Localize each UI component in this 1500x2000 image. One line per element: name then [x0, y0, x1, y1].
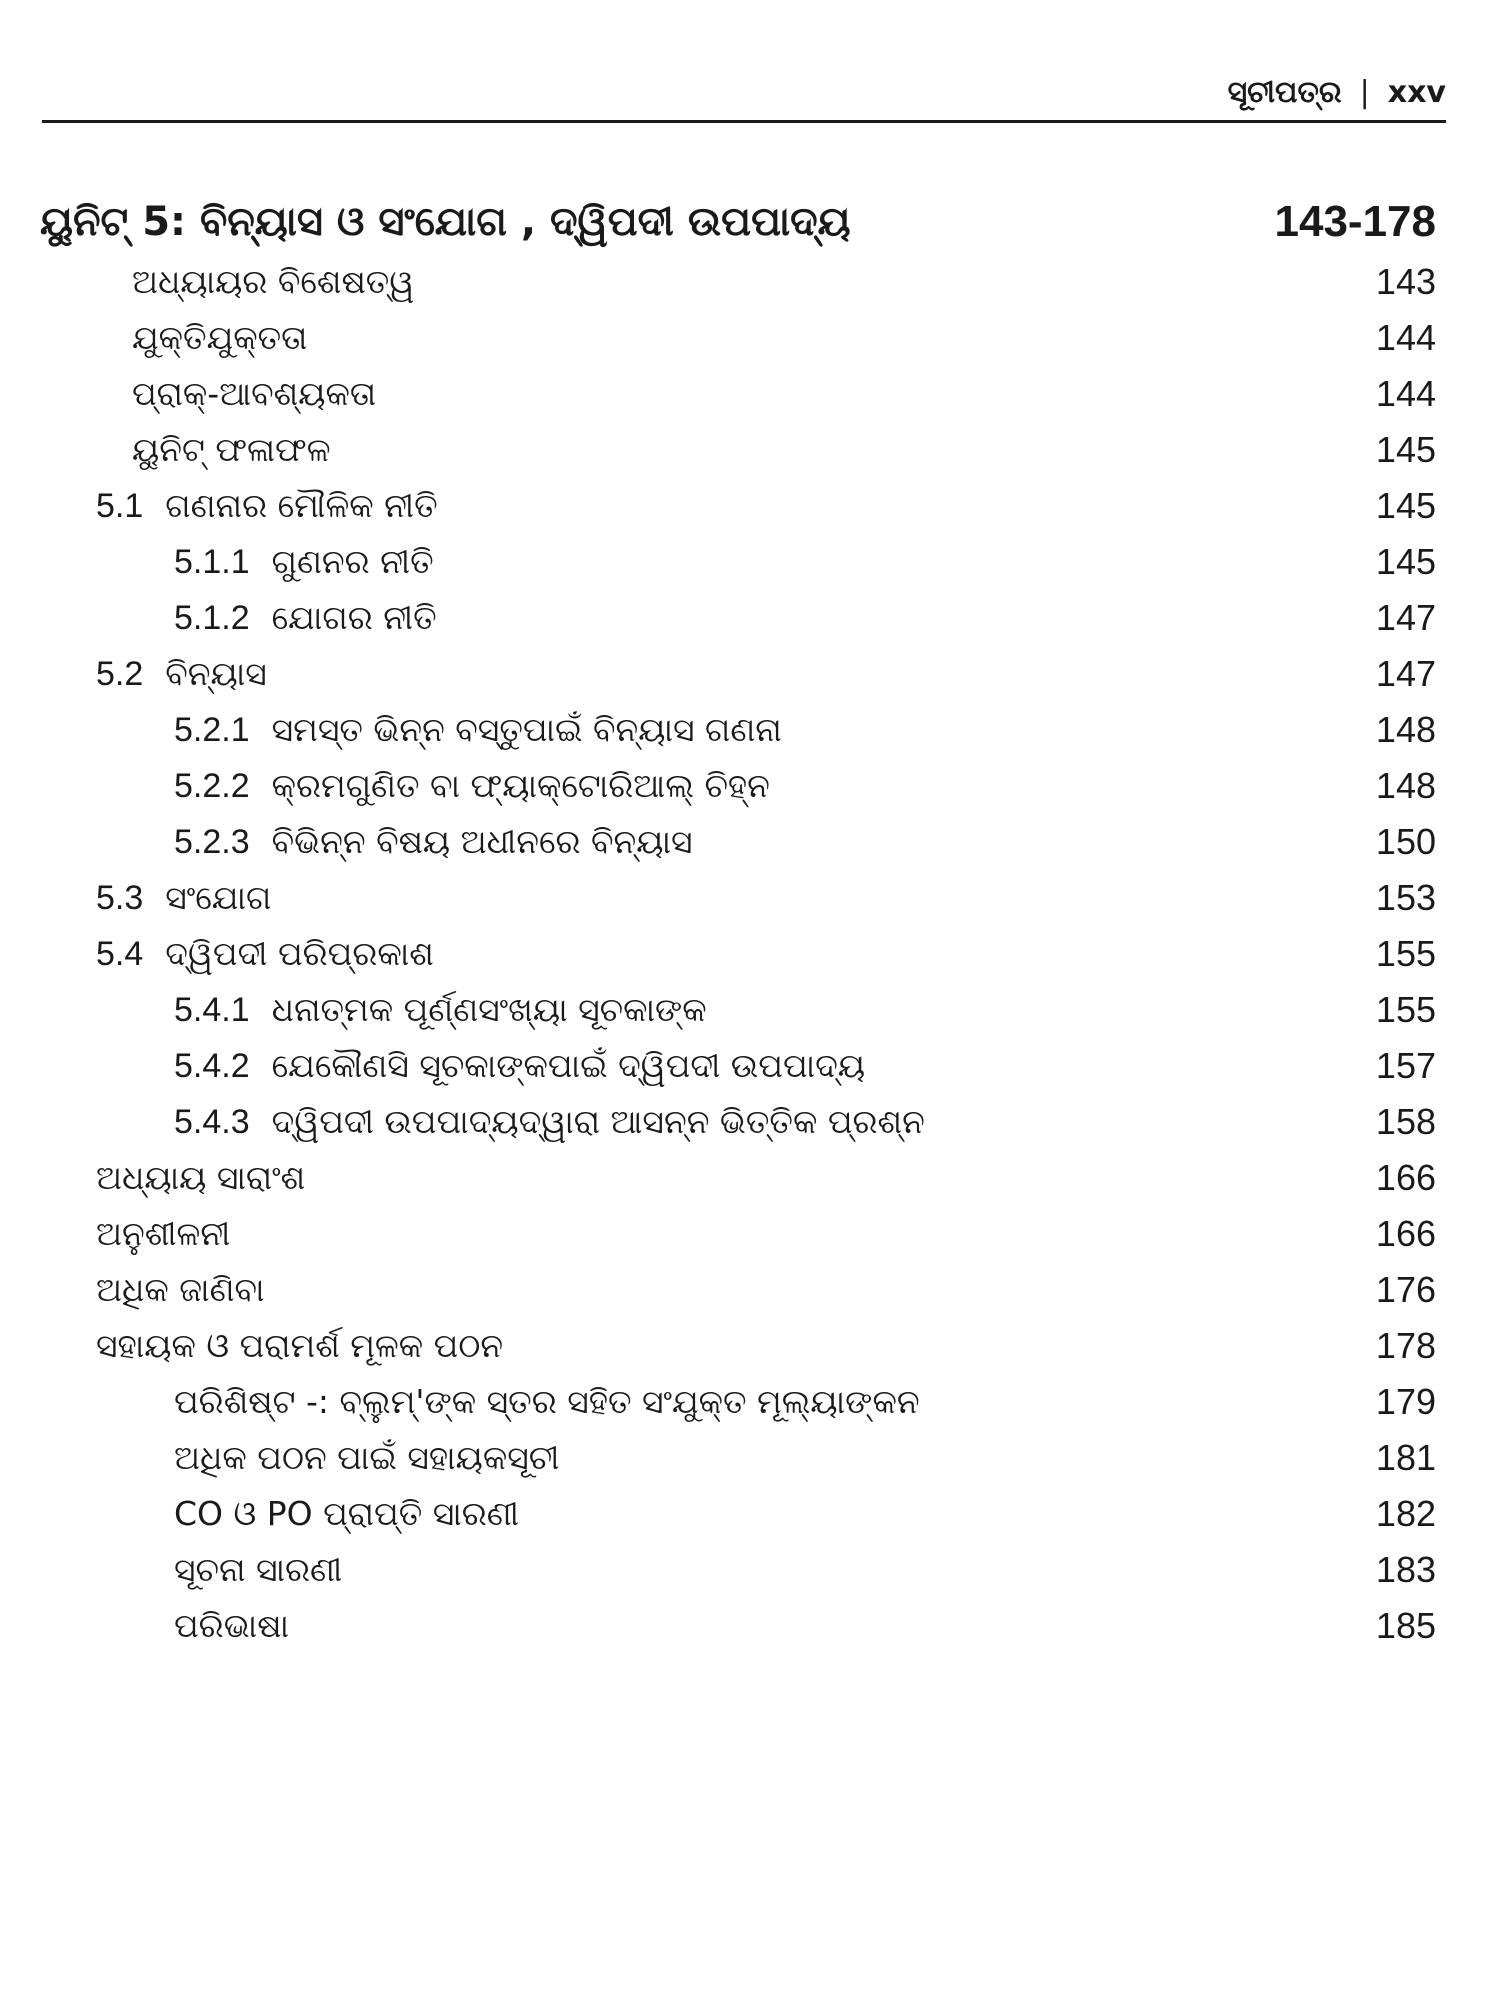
toc-entry-page: 166 [1375, 1157, 1436, 1198]
toc-entry[interactable] [40, 254, 1436, 310]
toc-subsection[interactable] [40, 1094, 1436, 1150]
toc-entry[interactable] [40, 1206, 1436, 1262]
toc-section-number: 5.1.2 [174, 598, 250, 637]
toc-subsection[interactable] [40, 534, 1436, 590]
toc-section-number: 5.2.1 [174, 710, 250, 749]
toc-subsection[interactable] [40, 590, 1436, 646]
toc-section-number: 5.4.1 [174, 990, 250, 1029]
toc-subsection[interactable] [40, 814, 1436, 870]
toc-entry-page: 144 [1375, 373, 1436, 414]
toc-entry-page: 181 [1375, 1437, 1436, 1478]
toc-entry[interactable] [40, 1150, 1436, 1206]
toc-entry-page: 145 [1375, 541, 1436, 582]
unit-title: ୟୁନିଟ୍ 5: ବିନ୍ୟାସ ଓ ସଂଯୋଗ , ଦ୍ୱିପଦୀ ଉପପାଦ୍ୟ [40, 199, 851, 245]
toc-section[interactable] [40, 646, 1436, 702]
toc-entry-label: ଯୁକ୍ତିଯୁକ୍ତତା [132, 318, 308, 357]
table-of-contents [40, 190, 1436, 1654]
toc-entry-label: ଯୋଗର ନୀତି [271, 598, 437, 637]
toc-entry-page: 153 [1375, 877, 1436, 918]
toc-entry-page: 185 [1375, 1605, 1436, 1646]
toc-entry-label: ଅଧିକ ଜାଣିବା [96, 1270, 265, 1309]
toc-entry-page: 183 [1375, 1549, 1436, 1590]
toc-entry-page: 155 [1375, 989, 1436, 1030]
toc-entry-page: 148 [1375, 709, 1436, 750]
page-header [42, 64, 1446, 123]
header-title: ସୂଚୀପତ୍ର [1227, 74, 1342, 110]
toc-entry-label: ବିଭିନ୍ନ ବିଷୟ ଅଧୀନରେ ବିନ୍ୟାସ [271, 822, 693, 861]
toc-appendix-entry[interactable] [40, 1542, 1436, 1598]
toc-entry-label: ଅନୁଶୀଳନୀ [96, 1214, 231, 1253]
toc-entry-label: ଗଣନାର ମୌଳିକ ନୀତି [165, 486, 438, 525]
toc-entry-label: ଅଧ୍ୟାୟ ସାରାଂଶ [96, 1158, 306, 1197]
toc-entry-label: CO ଓ PO ପ୍ରାପ୍ତି ସାରଣୀ [174, 1494, 519, 1533]
toc-section-number: 5.2.3 [174, 822, 250, 861]
toc-entry-page: 144 [1375, 317, 1436, 358]
toc-entry-label: ଧନାତ୍ମକ ପୂର୍ଣ୍ଣସଂଖ୍ୟା ସୂଚକାଙ୍କ [271, 990, 707, 1029]
toc-entry[interactable] [40, 422, 1436, 478]
toc-entry-page: 145 [1375, 429, 1436, 470]
toc-entry-label: ଗୁଣନର ନୀତି [271, 542, 434, 581]
toc-entry-label: ସୂଚନା ସାରଣୀ [174, 1550, 343, 1589]
toc-section[interactable] [40, 926, 1436, 982]
toc-entry-label: ପରିଭାଷା [174, 1606, 290, 1645]
toc-section-number: 5.2.2 [174, 766, 250, 805]
toc-subsection[interactable] [40, 982, 1436, 1038]
toc-entry-label: ୟୁନିଟ୍ ଫଳାଫଳ [132, 430, 331, 469]
toc-entry[interactable] [40, 1318, 1436, 1374]
toc-entry-label: ସଂଯୋଗ [165, 878, 272, 917]
toc-entry-label: ସହାୟକ ଓ ପରାମର୍ଶ ମୂଳକ ପଠନ [96, 1326, 504, 1365]
toc-entry-page: 176 [1375, 1269, 1436, 1310]
toc-entry-page: 182 [1375, 1493, 1436, 1534]
toc-entry-page: 179 [1375, 1381, 1436, 1422]
toc-section-number: 5.4.2 [174, 1046, 250, 1085]
toc-entry-page: 147 [1375, 597, 1436, 638]
toc-entry-label: କ୍ରମଗୁଣିତ ବା ଫ୍ୟାକ୍ଟୋରିଆଲ୍ ଚିହ୍ନ [271, 766, 770, 805]
toc-section[interactable] [40, 870, 1436, 926]
toc-entry-label: ଅଧ୍ୟାୟର ବିଶେଷତ୍ୱ [132, 262, 415, 301]
toc-entry-page: 145 [1375, 485, 1436, 526]
toc-entry-label: ଦ୍ୱିପଦୀ ପରିପ୍ରକାଶ [165, 934, 434, 973]
toc-entry-page: 143 [1375, 261, 1436, 302]
toc-section-number: 5.2 [96, 654, 144, 693]
toc-entry-label: ପରିଶିଷ୍ଟ -: ବ୍ଲୁମ୍'ଙ୍କ ସ୍ତର ସହିତ ସଂଯୁକ୍ତ ମୂଲ୍ୟାଙ୍କନ [174, 1382, 920, 1421]
toc-entry-page: 150 [1375, 821, 1436, 862]
toc-section-number: 5.1 [96, 486, 144, 525]
toc-appendix-entry[interactable] [40, 1374, 1436, 1430]
unit-page-range: 143-178 [1274, 197, 1436, 246]
toc-subsection[interactable] [40, 758, 1436, 814]
toc-entry[interactable] [40, 366, 1436, 422]
toc-section[interactable] [40, 478, 1436, 534]
toc-section-number: 5.4.3 [174, 1102, 250, 1141]
toc-entry-page: 166 [1375, 1213, 1436, 1254]
toc-entry-label: ସମସ୍ତ ଭିନ୍ନ ବସ୍ତୁପାଇଁ ବିନ୍ୟାସ ଗଣନା [271, 710, 782, 749]
toc-entry-page: 157 [1375, 1045, 1436, 1086]
toc-section-number: 5.4 [96, 934, 144, 973]
header-page-number: xxv [1387, 74, 1446, 110]
toc-entry-label: ଦ୍ୱିପଦୀ ଉପପାଦ୍ୟଦ୍ୱାରା ଆସନ୍ନ ଭିତ୍ତିକ ପ୍ରଶ୍ନ [271, 1102, 925, 1141]
toc-entry-page: 155 [1375, 933, 1436, 974]
toc-appendix-entry[interactable] [40, 1598, 1436, 1654]
header-separator: | [1359, 74, 1370, 110]
toc-subsection[interactable] [40, 1038, 1436, 1094]
toc-entry-label: ବିନ୍ୟାସ [165, 654, 267, 693]
toc-entry-page: 158 [1375, 1101, 1436, 1142]
toc-entry-label: ପ୍ରାକ୍-ଆବଶ୍ୟକତା [132, 374, 377, 413]
toc-entry-label: ଯେକୌଣସି ସୂଚକାଙ୍କପାଇଁ ଦ୍ୱିପଦୀ ଉପପାଦ୍ୟ [271, 1046, 866, 1085]
toc-section-number: 5.3 [96, 878, 144, 917]
toc-entry-page: 148 [1375, 765, 1436, 806]
toc-section-number: 5.1.1 [174, 542, 250, 581]
toc-entry[interactable] [40, 310, 1436, 366]
toc-entry-page: 178 [1375, 1325, 1436, 1366]
toc-entry[interactable] [40, 1262, 1436, 1318]
toc-entry-page: 147 [1375, 653, 1436, 694]
toc-entry-label: ଅଧିକ ପଠନ ପାଇଁ ସହାୟକସୂଚୀ [174, 1438, 560, 1477]
toc-appendix-entry[interactable] [40, 1430, 1436, 1486]
unit-heading[interactable] [40, 190, 1436, 254]
toc-appendix-entry[interactable] [40, 1486, 1436, 1542]
toc-subsection[interactable] [40, 702, 1436, 758]
